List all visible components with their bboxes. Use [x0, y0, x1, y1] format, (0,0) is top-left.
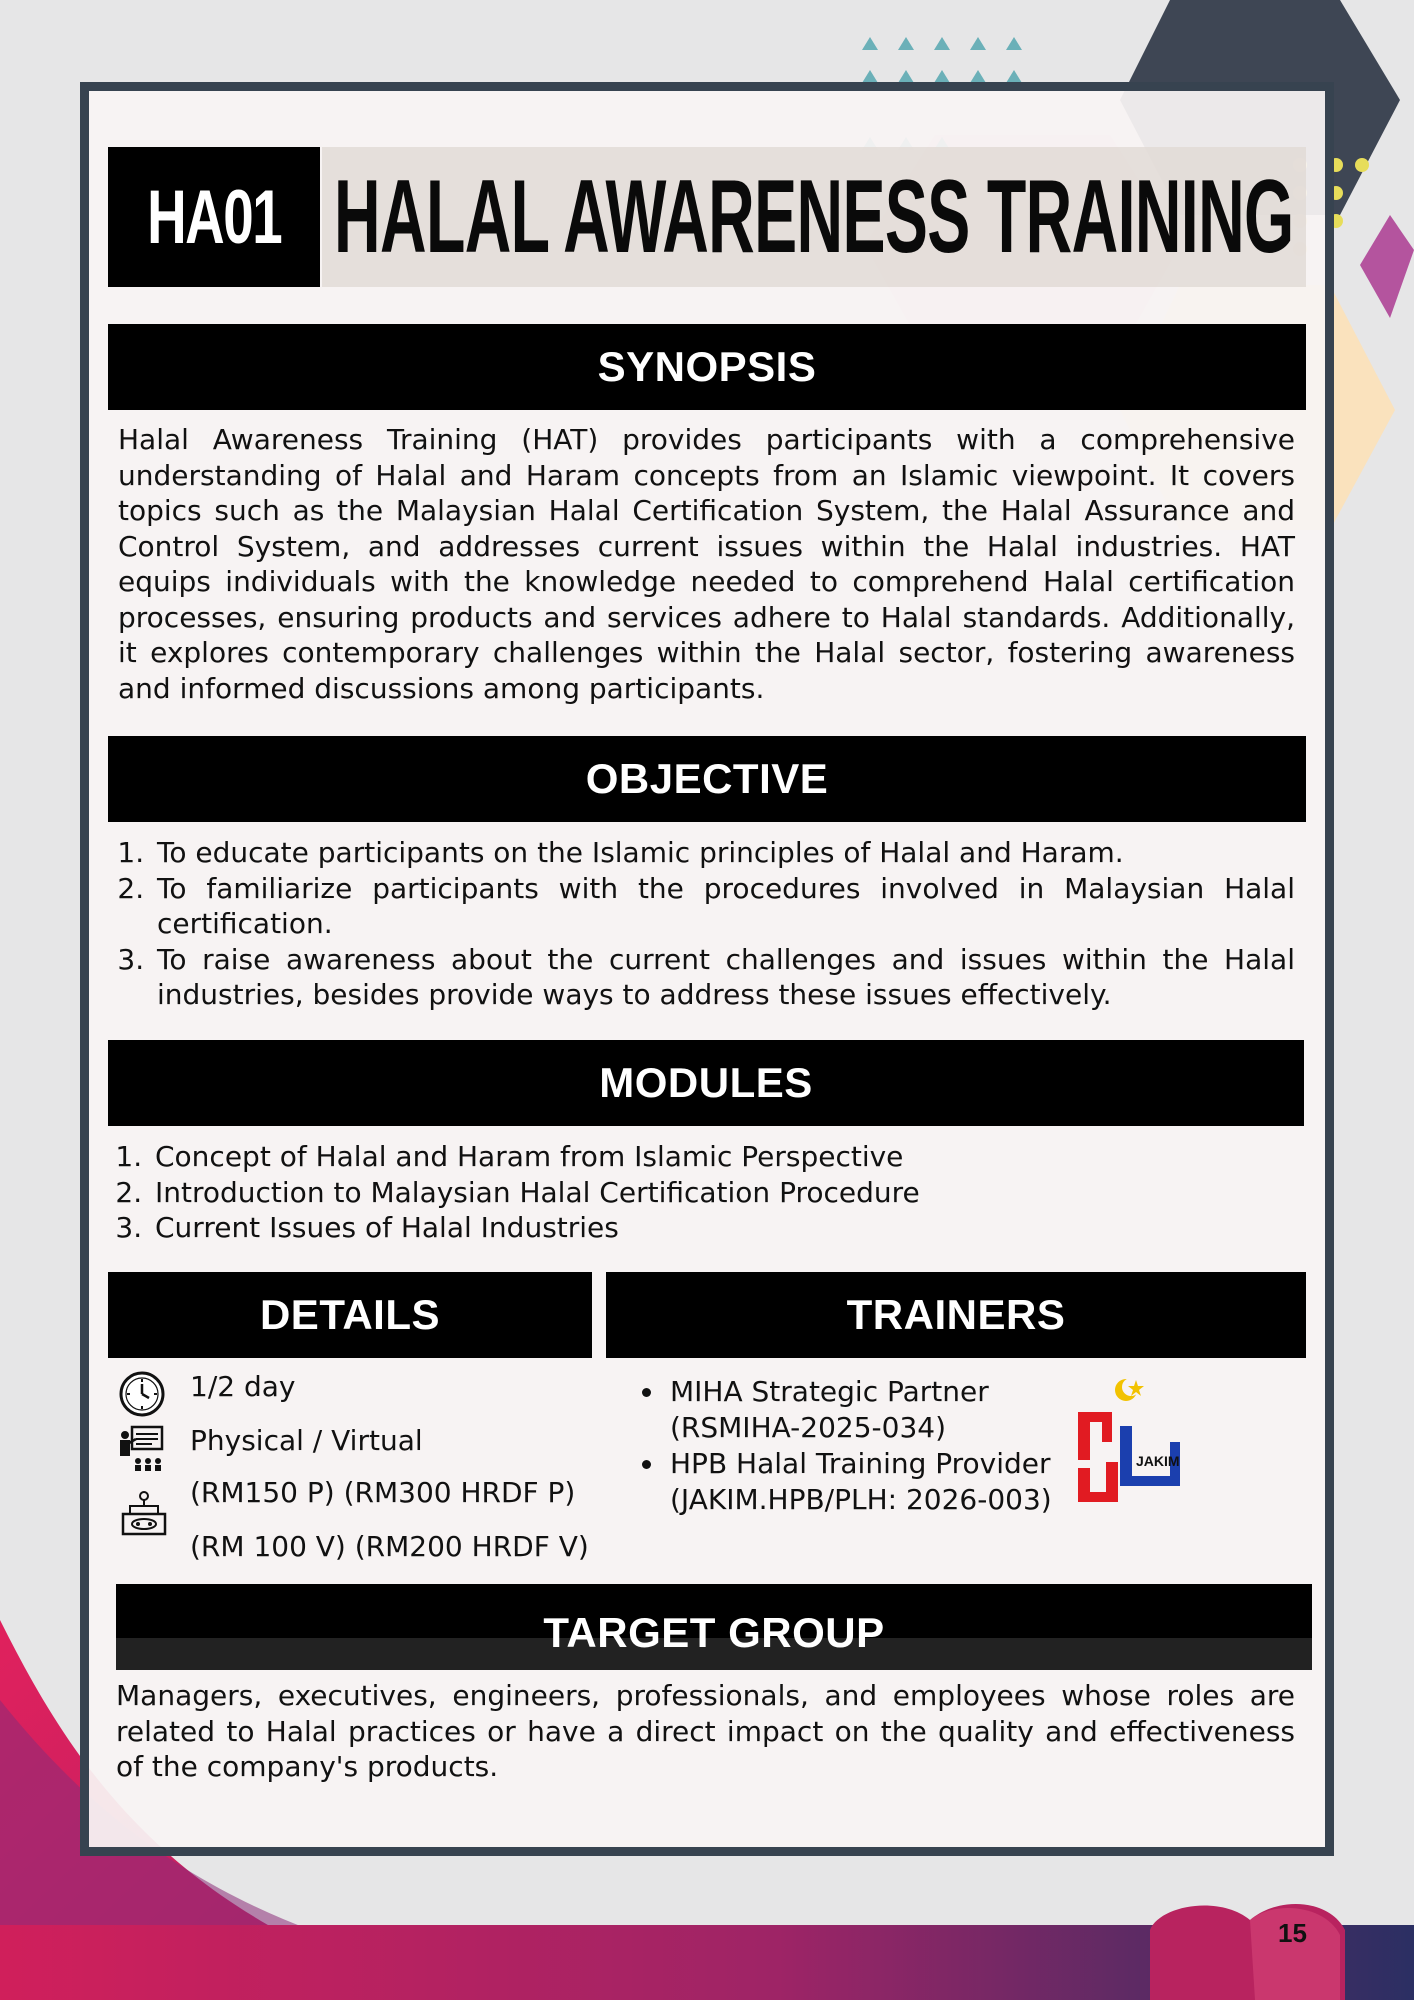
course-code-text: HA01 — [146, 174, 282, 260]
fee-virtual-text: (RM 100 V) (RM200 HRDF V) — [190, 1530, 589, 1563]
modules-heading: MODULES — [108, 1040, 1304, 1126]
cash-register-icon — [120, 1490, 168, 1538]
course-title — [322, 147, 1306, 287]
target-group-heading-text: TARGET GROUP — [543, 1609, 885, 1656]
objective-list — [118, 835, 1295, 1013]
trainer-item: • MIHA Strategic Partner (RSMIHA-2025-034) — [666, 1374, 1106, 1446]
trainer-item: • HPB Halal Training Provider (JAKIM.HPB/PLH: 2026-003) — [666, 1446, 1106, 1518]
page-number: 15 — [1278, 1918, 1307, 1948]
synopsis-text: Halal Awareness Training (HAT) provides participants with a comprehensive understanding of Halal and Haram concepts from an Islamic viewpoint. It covers topics such as the Malaysian Halal Certification System, the Halal Assurance and Control System, and addresses current issues within the Halal industries. HAT equips individuals with the knowledge needed to comprehend Halal certification processes, ensuring products and services adhere to Halal standards. Additionally, it explores contemporary challenges within the Halal sector, fostering awareness and informed discussions among participants. — [118, 423, 1295, 705]
mode-text: Physical / Virtual — [190, 1424, 423, 1457]
module-item: 2. Introduction to Malaysian Halal Certification Procedure — [151, 1175, 1293, 1211]
magenta-diamond-shape — [1360, 215, 1414, 318]
details-heading: DETAILS — [108, 1272, 592, 1358]
module-item: 1. Concept of Halal and Haram from Islamic Perspective — [151, 1139, 1293, 1175]
modules-list — [116, 1139, 1293, 1246]
synopsis-heading: SYNOPSIS — [108, 324, 1306, 410]
objective-item: 1. To educate participants on the Islamic principles of Halal and Haram. — [153, 835, 1295, 871]
presenter-icon — [116, 1423, 166, 1473]
jakim-logo — [1076, 1376, 1186, 1506]
objective-heading: OBJECTIVE — [108, 736, 1306, 822]
duration-text: 1/2 day — [190, 1370, 296, 1403]
jakim-logo-text: JAKIM — [1136, 1453, 1180, 1469]
objective-item: 2. To familiarize participants with the procedures involved in Malaysian Halal certification. — [153, 871, 1295, 942]
target-group-heading — [116, 1584, 1312, 1670]
module-item: 3. Current Issues of Halal Industries — [151, 1210, 1293, 1246]
fee-physical-text: (RM150 P) (RM300 HRDF P) — [190, 1476, 576, 1509]
trainers-heading: TRAINERS — [606, 1272, 1306, 1358]
objective-item: 3. To raise awareness about the current challenges and issues within the Halal industries, besides provide ways to address these issues effectively. — [153, 942, 1295, 1013]
target-group-text: Managers, executives, engineers, professionals, and employees whose roles are related to Halal practices or have a direct impact on the quality and effectiveness of the company's products. — [116, 1679, 1295, 1783]
course-title-text: HALAL AWARENESS TRAINING — [334, 158, 1294, 275]
clock-icon — [118, 1370, 166, 1418]
course-code — [108, 147, 320, 287]
trainers-list — [632, 1374, 1106, 1518]
